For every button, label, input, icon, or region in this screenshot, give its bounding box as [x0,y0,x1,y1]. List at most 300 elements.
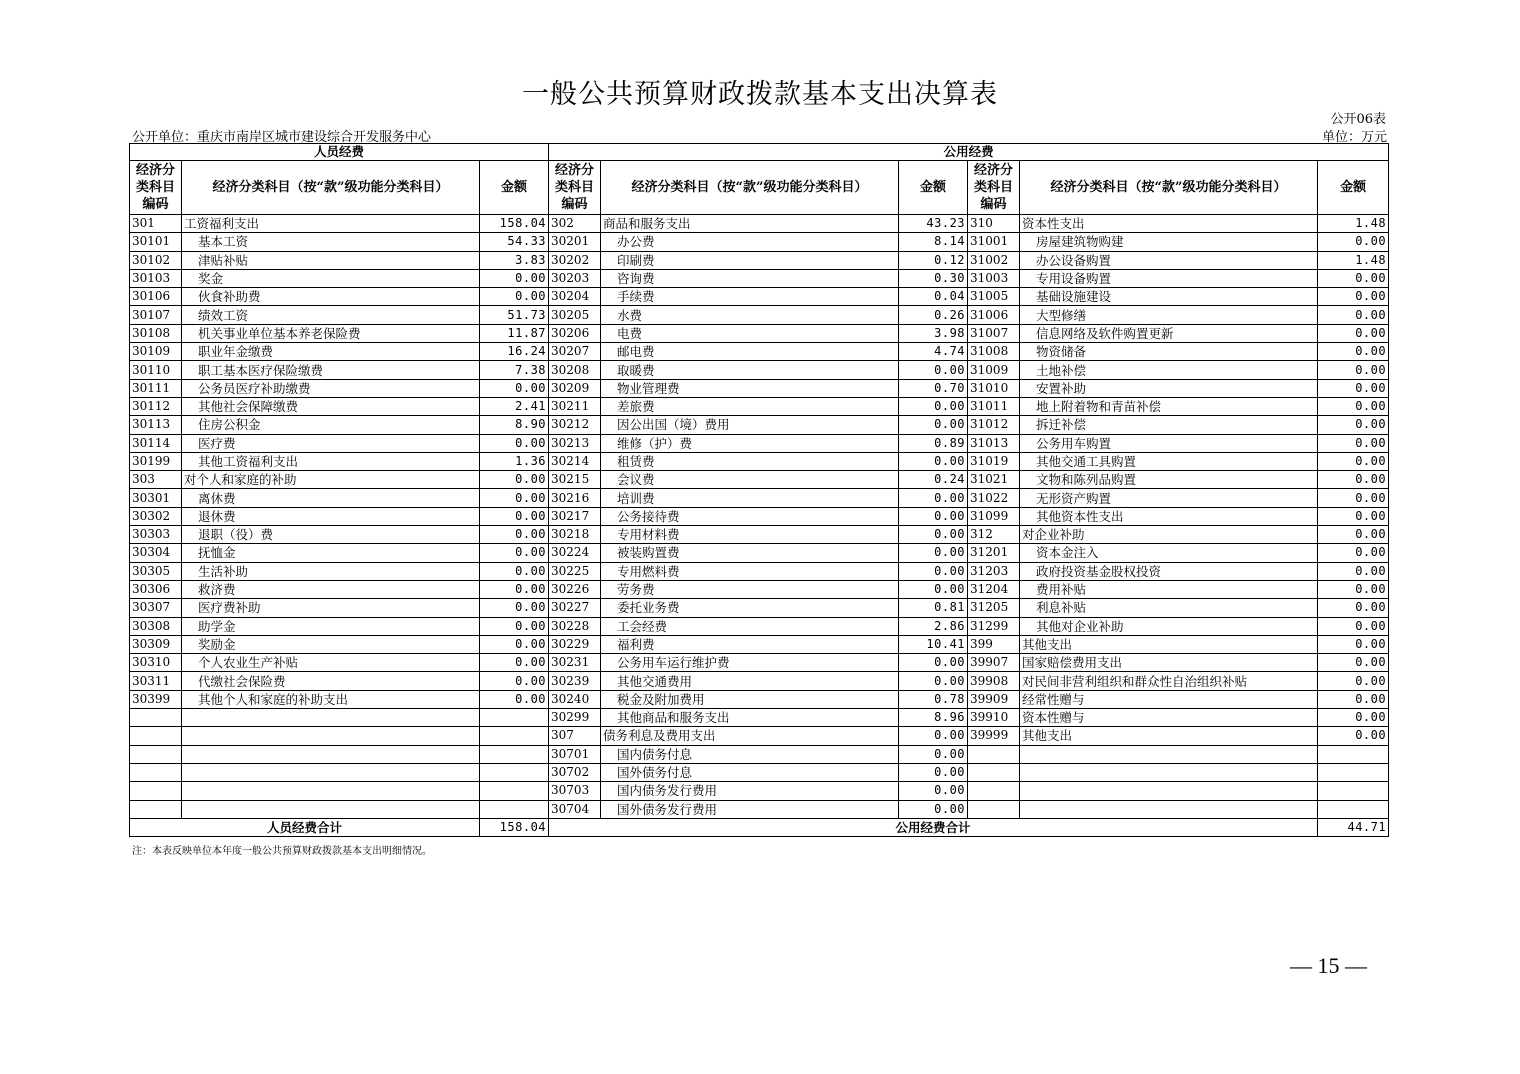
amount-cell: 8.96 [899,709,968,727]
code-cell: 30217 [549,507,601,525]
amount-cell: 0.00 [1318,507,1389,525]
code-cell: 31203 [968,562,1020,580]
code-cell: 30208 [549,361,601,379]
name-cell: 房屋建筑物购建 [1020,233,1318,251]
amount-cell: 0.00 [899,800,968,818]
amount-cell: 158.04 [480,215,549,233]
name-cell: 水费 [601,306,899,324]
table-row [130,324,1389,342]
name-cell: 生活补助 [182,562,480,580]
amount-cell [1318,763,1389,781]
name-cell: 个人农业生产补贴 [182,654,480,672]
code-cell: 30112 [130,397,182,415]
name-cell: 退休费 [182,507,480,525]
amount-cell: 0.00 [480,379,549,397]
code-cell: 30307 [130,599,182,617]
table-row [130,599,1389,617]
table-row [130,215,1389,233]
name-cell: 其他支出 [1020,727,1318,745]
amount-cell: 7.38 [480,361,549,379]
name-cell: 住房公积金 [182,416,480,434]
name-cell: 资本性支出 [1020,215,1318,233]
code-cell: 31201 [968,544,1020,562]
table-row [130,489,1389,507]
amount-header: 金额 [1318,161,1389,215]
amount-cell: 0.04 [899,288,968,306]
amount-cell: 0.00 [480,654,549,672]
code-cell: 30213 [549,434,601,452]
code-cell: 31019 [968,452,1020,470]
name-cell: 国外债务发行费用 [601,800,899,818]
code-cell: 307 [549,727,601,745]
table-row [130,397,1389,415]
name-cell: 国家赔偿费用支出 [1020,654,1318,672]
amount-cell: 0.81 [899,599,968,617]
amount-cell: 0.00 [1318,343,1389,361]
amount-cell: 0.00 [480,544,549,562]
amount-cell: 0.00 [1318,617,1389,635]
code-cell: 30204 [549,288,601,306]
table-row [130,361,1389,379]
page-number: — 15 — [1290,953,1367,978]
name-cell: 地上附着物和青苗补偿 [1020,397,1318,415]
name-cell: 职工基本医疗保险缴费 [182,361,480,379]
table-row [130,617,1389,635]
code-cell [130,763,182,781]
name-cell: 工会经费 [601,617,899,635]
name-cell: 职业年金缴费 [182,343,480,361]
name-cell: 公务用车运行维护费 [601,654,899,672]
table-row [130,763,1389,781]
code-cell: 301 [130,215,182,233]
amount-cell: 0.00 [480,562,549,580]
name-cell: 代缴社会保险费 [182,672,480,690]
code-cell: 399 [968,635,1020,653]
code-cell: 39999 [968,727,1020,745]
code-cell: 30302 [130,507,182,525]
amount-cell: 0.00 [899,562,968,580]
name-cell: 安置补助 [1020,379,1318,397]
name-cell [182,782,480,800]
amount-cell: 0.00 [1318,599,1389,617]
amount-cell: 0.00 [899,654,968,672]
table-row [130,800,1389,818]
name-cell: 医疗费补助 [182,599,480,617]
table-row [130,580,1389,598]
table-note: 注：本表反映单位本年度一般公共预算财政拨款基本支出明细情况。 [132,846,432,857]
table-row [130,269,1389,287]
amount-cell: 51.73 [480,306,549,324]
code-cell: 31007 [968,324,1020,342]
name-cell: 办公设备购置 [1020,251,1318,269]
code-cell: 30231 [549,654,601,672]
table-row [130,745,1389,763]
name-cell: 伙食补助费 [182,288,480,306]
personnel-group-header: 人员经费 [130,144,549,161]
amount-cell [480,709,549,727]
name-cell [182,800,480,818]
code-cell: 31205 [968,599,1020,617]
amount-cell: 0.00 [480,526,549,544]
code-cell: 30703 [549,782,601,800]
amount-cell: 0.24 [899,471,968,489]
code-cell: 30228 [549,617,601,635]
name-cell: 利息补贴 [1020,599,1318,617]
amount-cell: 43.23 [899,215,968,233]
code-cell: 31011 [968,397,1020,415]
code-cell: 30240 [549,690,601,708]
name-cell: 其他商品和服务支出 [601,709,899,727]
table-row [130,690,1389,708]
name-cell [1020,782,1318,800]
amount-cell: 0.00 [899,507,968,525]
code-cell: 30215 [549,471,601,489]
name-cell [1020,800,1318,818]
amount-cell: 0.00 [899,452,968,470]
code-cell: 31204 [968,580,1020,598]
amount-cell: 0.00 [480,617,549,635]
code-cell: 30399 [130,690,182,708]
name-cell: 手续费 [601,288,899,306]
table-row [130,379,1389,397]
name-cell [1020,745,1318,763]
code-cell: 30704 [549,800,601,818]
amount-cell: 0.00 [899,727,968,745]
code-cell: 30218 [549,526,601,544]
name-cell: 租赁费 [601,452,899,470]
code-cell [968,763,1020,781]
amount-cell: 2.86 [899,617,968,635]
amount-cell: 2.41 [480,397,549,415]
name-cell: 其他对企业补助 [1020,617,1318,635]
code-cell: 30304 [130,544,182,562]
code-cell: 30207 [549,343,601,361]
name-cell [182,745,480,763]
code-cell: 30209 [549,379,601,397]
personnel-total-label: 人员经费合计 [130,818,480,836]
code-cell: 30108 [130,324,182,342]
amount-cell [480,782,549,800]
code-cell: 30214 [549,452,601,470]
table-row [130,526,1389,544]
code-cell: 39910 [968,709,1020,727]
code-cell: 30310 [130,654,182,672]
name-cell: 因公出国（境）费用 [601,416,899,434]
name-cell: 其他工资福利支出 [182,452,480,470]
code-cell: 30202 [549,251,601,269]
code-cell: 39908 [968,672,1020,690]
amount-cell: 10.41 [899,635,968,653]
amount-cell: 0.00 [1318,635,1389,653]
amount-cell: 0.00 [1318,709,1389,727]
name-cell: 工资福利支出 [182,215,480,233]
name-cell: 委托业务费 [601,599,899,617]
code-cell: 312 [968,526,1020,544]
amount-unit: 单位：万元 [1321,130,1387,145]
name-cell: 文物和陈列品购置 [1020,471,1318,489]
code-cell: 30299 [549,709,601,727]
code-cell: 31010 [968,379,1020,397]
name-cell: 医疗费 [182,434,480,452]
table-row [130,251,1389,269]
name-cell: 取暖费 [601,361,899,379]
name-cell: 基本工资 [182,233,480,251]
amount-cell: 0.00 [1318,489,1389,507]
amount-cell: 0.00 [1318,526,1389,544]
amount-cell: 0.00 [480,288,549,306]
name-header: 经济分类科目（按“款”级功能分类科目） [1020,161,1318,215]
public-group-header: 公用经费 [549,144,1389,161]
name-cell: 抚恤金 [182,544,480,562]
code-cell: 30103 [130,269,182,287]
public-total-label: 公用经费合计 [549,818,1318,836]
name-cell: 国内债务发行费用 [601,782,899,800]
name-cell: 其他交通费用 [601,672,899,690]
name-cell: 国内债务付息 [601,745,899,763]
name-cell: 债务利息及费用支出 [601,727,899,745]
name-cell: 费用补贴 [1020,580,1318,598]
code-cell [130,745,182,763]
code-cell: 30101 [130,233,182,251]
name-cell: 公务接待费 [601,507,899,525]
amount-cell: 0.00 [1318,416,1389,434]
name-cell: 对企业补助 [1020,526,1318,544]
name-cell: 培训费 [601,489,899,507]
table-row [130,654,1389,672]
name-cell: 拆迁补偿 [1020,416,1318,434]
code-cell: 30702 [549,763,601,781]
code-cell: 30227 [549,599,601,617]
amount-cell: 0.00 [1318,361,1389,379]
name-cell: 助学金 [182,617,480,635]
code-cell: 30701 [549,745,601,763]
amount-cell: 0.00 [480,434,549,452]
name-cell: 邮电费 [601,343,899,361]
amount-cell: 0.00 [480,489,549,507]
name-cell: 土地补偿 [1020,361,1318,379]
code-cell: 31022 [968,489,1020,507]
name-cell: 物业管理费 [601,379,899,397]
name-cell: 奖励金 [182,635,480,653]
name-cell: 会议费 [601,471,899,489]
amount-cell [480,800,549,818]
name-cell: 专用设备购置 [1020,269,1318,287]
name-cell: 税金及附加费用 [601,690,899,708]
name-cell: 奖金 [182,269,480,287]
code-cell: 30109 [130,343,182,361]
code-cell: 30303 [130,526,182,544]
code-cell: 30306 [130,580,182,598]
code-cell: 30205 [549,306,601,324]
code-header: 经济分类科目编码 [968,161,1020,215]
name-cell: 被装购置费 [601,544,899,562]
table-row [130,782,1389,800]
table-row [130,343,1389,361]
amount-cell: 0.00 [1318,672,1389,690]
code-cell: 30110 [130,361,182,379]
amount-cell: 0.00 [899,489,968,507]
amount-cell [480,745,549,763]
code-cell: 30311 [130,672,182,690]
name-cell: 办公费 [601,233,899,251]
name-cell: 电费 [601,324,899,342]
name-cell: 印刷费 [601,251,899,269]
amount-cell: 0.00 [1318,434,1389,452]
code-cell: 31013 [968,434,1020,452]
public-total-value: 44.71 [1318,818,1389,836]
code-cell [968,800,1020,818]
code-cell [130,800,182,818]
name-cell: 咨询费 [601,269,899,287]
code-cell: 30226 [549,580,601,598]
code-cell: 30229 [549,635,601,653]
amount-cell: 0.00 [899,580,968,598]
amount-cell: 1.48 [1318,251,1389,269]
amount-cell: 0.00 [899,544,968,562]
amount-cell: 0.00 [1318,397,1389,415]
amount-cell [480,763,549,781]
personnel-total-value: 158.04 [480,818,549,836]
table-row [130,306,1389,324]
amount-cell: 0.00 [899,526,968,544]
amount-cell: 1.36 [480,452,549,470]
amount-cell: 11.87 [480,324,549,342]
amount-cell: 0.26 [899,306,968,324]
name-cell: 物资储备 [1020,343,1318,361]
name-cell: 劳务费 [601,580,899,598]
amount-cell: 0.00 [1318,471,1389,489]
amount-header: 金额 [480,161,549,215]
code-cell: 30308 [130,617,182,635]
amount-cell: 0.00 [1318,288,1389,306]
table-row [130,452,1389,470]
code-cell: 30206 [549,324,601,342]
amount-cell: 0.00 [1318,233,1389,251]
amount-cell: 0.00 [899,361,968,379]
amount-cell [1318,800,1389,818]
amount-cell: 0.00 [480,690,549,708]
amount-cell: 0.00 [899,782,968,800]
code-cell: 30239 [549,672,601,690]
page-title: 一般公共预算财政拨款基本支出决算表 [522,79,998,110]
amount-cell: 0.78 [899,690,968,708]
code-cell: 30224 [549,544,601,562]
table-row [130,635,1389,653]
amount-cell: 3.98 [899,324,968,342]
name-cell: 专用燃料费 [601,562,899,580]
name-cell: 对民间非营利组织和群众性自治组织补贴 [1020,672,1318,690]
amount-cell [1318,782,1389,800]
table-row [130,434,1389,452]
code-cell: 30211 [549,397,601,415]
name-cell: 信息网络及软件购置更新 [1020,324,1318,342]
amount-header: 金额 [899,161,968,215]
amount-cell: 0.00 [480,507,549,525]
table-row [130,562,1389,580]
name-cell: 其他社会保障缴费 [182,397,480,415]
amount-cell: 3.83 [480,251,549,269]
code-cell: 31009 [968,361,1020,379]
amount-cell: 1.48 [1318,215,1389,233]
code-cell: 31002 [968,251,1020,269]
name-cell: 资本性赠与 [1020,709,1318,727]
name-header: 经济分类科目（按“款”级功能分类科目） [182,161,480,215]
code-cell: 31001 [968,233,1020,251]
amount-cell: 0.00 [899,416,968,434]
amount-cell: 0.12 [899,251,968,269]
code-cell: 39907 [968,654,1020,672]
amount-cell: 0.00 [480,672,549,690]
amount-cell: 0.00 [1318,544,1389,562]
amount-cell: 0.00 [1318,452,1389,470]
name-cell: 维修（护）费 [601,434,899,452]
code-cell: 30305 [130,562,182,580]
name-cell: 经常性赠与 [1020,690,1318,708]
table-code: 公开06表 [1330,112,1386,127]
name-cell [182,727,480,745]
amount-cell: 0.00 [899,397,968,415]
table-row [130,709,1389,727]
amount-cell: 0.70 [899,379,968,397]
name-cell: 津贴补贴 [182,251,480,269]
amount-cell: 0.00 [1318,690,1389,708]
amount-cell: 0.00 [1318,324,1389,342]
name-cell [1020,763,1318,781]
code-cell: 31099 [968,507,1020,525]
name-cell: 基础设施建设 [1020,288,1318,306]
name-cell: 其他交通工具购置 [1020,452,1318,470]
name-cell: 福利费 [601,635,899,653]
code-cell: 30199 [130,452,182,470]
amount-cell: 0.00 [899,672,968,690]
amount-cell: 4.74 [899,343,968,361]
name-header: 经济分类科目（按“款”级功能分类科目） [601,161,899,215]
name-cell: 离休费 [182,489,480,507]
table-row [130,727,1389,745]
table-row [130,288,1389,306]
amount-cell: 0.00 [480,269,549,287]
amount-cell: 0.00 [1318,727,1389,745]
name-cell: 资本金注入 [1020,544,1318,562]
code-cell: 31299 [968,617,1020,635]
amount-cell: 0.00 [899,745,968,763]
code-cell [968,782,1020,800]
expenditure-table [129,143,1389,837]
name-cell [182,763,480,781]
table-row [130,233,1389,251]
code-cell: 31012 [968,416,1020,434]
code-cell: 39909 [968,690,1020,708]
code-cell: 303 [130,471,182,489]
name-cell: 绩效工资 [182,306,480,324]
code-cell: 31008 [968,343,1020,361]
code-cell [968,745,1020,763]
code-cell: 31003 [968,269,1020,287]
code-cell: 30114 [130,434,182,452]
code-cell: 30201 [549,233,601,251]
code-cell: 30102 [130,251,182,269]
amount-cell: 0.00 [480,635,549,653]
code-cell: 30301 [130,489,182,507]
amount-cell: 8.14 [899,233,968,251]
name-cell: 政府投资基金股权投资 [1020,562,1318,580]
code-cell: 30111 [130,379,182,397]
amount-cell: 0.00 [480,599,549,617]
name-cell [182,709,480,727]
amount-cell: 0.89 [899,434,968,452]
amount-cell: 54.33 [480,233,549,251]
amount-cell: 0.00 [1318,379,1389,397]
